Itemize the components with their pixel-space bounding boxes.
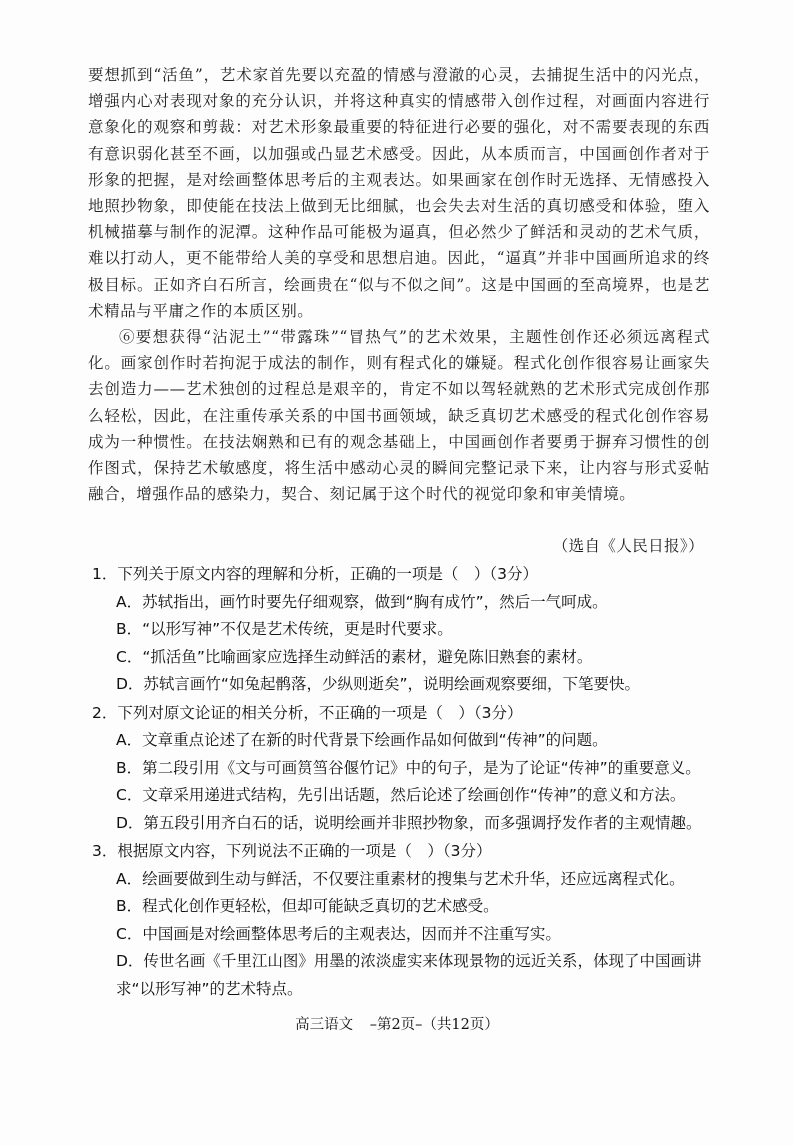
question-stem: 1．下列关于原文内容的理解和分析，正确的一项是（ ）（3分） [92,565,538,583]
question-2 [92,700,712,838]
option-c: C．文章采用递进式结构，先引出话题，然后论述了绘画创作“传神”的意义和方法。 [116,786,686,804]
option-b: B．“以形写神”不仅是艺术传统，更是时代要求。 [116,620,453,638]
reading-passage [88,62,710,507]
question-stem: 2．下列对原文论证的相关分析，不正确的一项是（ ）（3分） [92,703,523,722]
option-c: C．中国画是对绘画整体思考后的主观表达，因而并不注重写实。 [116,924,561,943]
passage-paragraph-6: ⑥要想获得“沾泥土”“带露珠”“冒热气”的艺术效果，主题性创作还必须远离程式化。画家创作时若拘泥于成法的制作，则有程式化的嫌疑。程式化创作很容易让画家失去创造力——艺术独创的过程总是艰辛的，肯定不如以驾轻就熟的艺术形式完成创作那么轻松，因此，在注重传承关系的中国书画领域，缺乏真切艺术感受的程式化创作容易成为一种惯性。在技法娴熟和已有的观念基础上，中国画创作者要勇于摒弃习惯性的创作图式，保持艺术敏感度，将生活中感动心灵的瞬间完整记录下来，让内容与形式妥帖融合，增强作品的感染力，契合、刻记属于这个时代的视觉印象和审美情境。 [88,328,710,504]
option-c: C．“抓活鱼”比喻画家应选择生动鲜活的素材，避免陈旧熟套的素材。 [116,647,593,666]
option-b: B．程式化创作更轻松，但却可能缺乏真切的艺术感受。 [116,897,499,915]
question-list [92,561,712,1004]
option-b: B．第二段引用《文与可画筼筜谷偃竹记》中的句子，是为了论证“传神”的重要意义。 [116,758,701,777]
page-footer [0,1013,794,1034]
passage-paragraph-5: 要想抓到“活鱼”，艺术家首先要以充盈的情感与澄澈的心灵，去捕捉生活中的闪光点，增强内心对表现对象的充分认识，并将这种真实的情感带入创作过程，对画面内容进行意象化的观察和剪裁：对艺术形象最重要的特征进行必要的强化，对不需要表现的东西有意识弱化甚至不画，以加强或凸显艺术感受。因此，从本质而言，中国画创作者对于形象的把握，是对绘画整体思考后的主观表达。如果画家在创作时无选择、无情感投入地照抄物象，即使能在技法上做到无比细腻，也会失去对生活的真切感受和体验，堕入机械描摹与制作的泥潭。这种作品可能极为逼真，但必然少了鲜活和灵动的艺术气质，难以打动人，更不能带给人美的享受和思想启迪。因此，“逼真”并非中国画所追求的终极目标。正如齐白石所言，绘画贵在“似与不似之间”。这是中国画的至高境界，也是艺术精品与平庸之作的本质区别。 [88,66,710,320]
option-a: A．苏轼指出，画竹时要先仔细观察，做到“胸有成竹”，然后一气呵成。 [116,592,608,611]
passage-source: （选自《人民日报》） [552,537,704,555]
option-a: A．文章重点论述了在新的时代背景下绘画作品如何做到“传神”的问题。 [116,731,608,749]
option-d: D．苏轼言画竹“如兔起鹘落，少纵则逝矣”，说明绘画观察要细，下笔要快。 [116,675,640,693]
question-1 [92,561,712,699]
question-stem: 3．根据原文内容，下列说法不正确的一项是（ ）（3分） [92,842,492,860]
option-d: D．传世名画《千里江山图》用墨的浓淡虚实来体现景物的远近关系，体现了中国画讲求“以形写神”的艺术特点。 [116,952,702,998]
option-d: D．第五段引用齐白石的话，说明绘画并非照抄物象，而多强调抒发作者的主观情趣。 [116,813,702,832]
footer-subject: 高三语文 [295,1017,354,1033]
question-3 [92,838,712,1003]
option-a: A．绘画要做到生动与鲜活，不仅要注重素材的搜集与艺术升华，还应远离程式化。 [116,869,685,888]
footer-page-number: –第2页–（共12页） [369,1017,499,1033]
